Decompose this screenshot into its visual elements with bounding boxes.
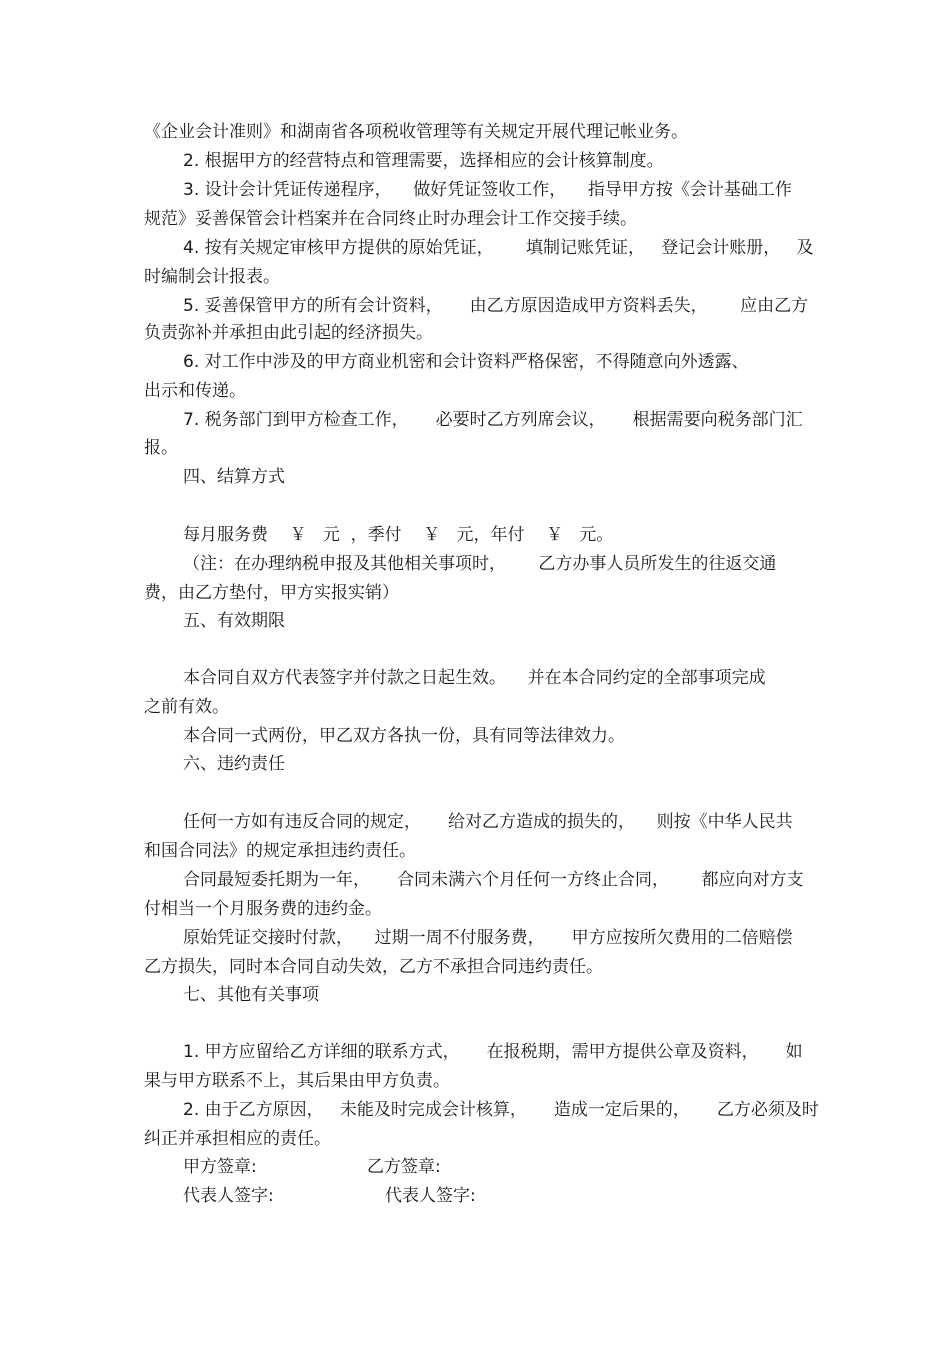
text-line: 和国合同法》的规定承担违约责任。 <box>144 841 416 861</box>
text-line: 之前有效。 <box>144 697 229 717</box>
text-line: 时编制会计报表。 <box>144 267 280 287</box>
section-heading: 五、有效期限 <box>183 611 285 631</box>
text-line: 本合同自双方代表签字并付款之日起生效。 并在本合同约定的全部事项完成 <box>183 668 766 688</box>
party-a-rep-label: 代表人签字: <box>183 1186 274 1206</box>
text-line: （注：在办理纳税申报及其他相关事项时， 乙方办事人员所发生的往返交通 <box>183 554 777 574</box>
section-heading: 四、结算方式 <box>183 467 285 487</box>
text-line: 报。 <box>144 438 178 458</box>
text-line: 付相当一个月服务费的违约金。 <box>144 899 382 919</box>
text-line: 出示和传递。 <box>144 381 246 401</box>
section-heading: 六、违约责任 <box>183 754 285 774</box>
section-heading: 七、其他有关事项 <box>183 985 319 1005</box>
text-line: 任何一方如有违反合同的规定， 给对乙方造成的损失的， 则按《中华人民共 <box>183 812 793 832</box>
text-line: 规范》妥善保管会计档案并在合同终止时办理会计工作交接手续。 <box>144 209 637 229</box>
text-line: 2. 根据甲方的经营特点和管理需要，选择相应的会计核算制度。 <box>183 151 664 171</box>
text-line: 4. 按有关规定审核甲方提供的原始凭证， 填制记账凭证， 登记会计账册， 及 <box>183 238 814 258</box>
party-b-seal-label: 乙方签章: <box>367 1157 441 1177</box>
text-line: 5. 妥善保管甲方的所有会计资料， 由乙方原因造成甲方资料丢失， 应由乙方 <box>183 296 809 316</box>
text-line: 1. 甲方应留给乙方详细的联系方式， 在报税期，需甲方提供公章及资料， 如 <box>183 1042 803 1062</box>
text-line: 每月服务费 ￥ 元 ，季付 ￥ 元，年付 ￥ 元。 <box>183 525 614 545</box>
text-line: 果与甲方联系不上，其后果由甲方负责。 <box>144 1071 450 1091</box>
text-line: 费，由乙方垫付，甲方实报实销） <box>144 583 399 603</box>
text-line: 2. 由于乙方原因， 未能及时完成会计核算， 造成一定后果的， 乙方必须及时 <box>183 1100 819 1120</box>
text-line: 6. 对工作中涉及的甲方商业机密和会计资料严格保密，不得随意向外透露、 <box>183 352 749 372</box>
text-line: 纠正并承担相应的责任。 <box>144 1129 331 1149</box>
text-line: 乙方损失，同时本合同自动失效，乙方不承担合同违约责任。 <box>144 957 603 977</box>
text-line: 7. 税务部门到甲方检查工作， 必要时乙方列席会议， 根据需要向税务部门汇 <box>183 410 803 430</box>
party-a-seal-label: 甲方签章: <box>183 1157 257 1177</box>
text-line: 《企业会计准则》和湖南省各项税收管理等有关规定开展代理记帐业务。 <box>144 122 688 142</box>
text-line: 原始凭证交接时付款， 过期一周不付服务费， 甲方应按所欠费用的二倍赔偿 <box>183 928 793 948</box>
text-line: 合同最短委托期为一年， 合同未满六个月任何一方终止合同， 都应向对方支 <box>183 870 804 890</box>
text-line: 3. 设计会计凭证传递程序， 做好凭证签收工作， 指导甲方按《会计基础工作 <box>183 180 792 200</box>
text-line: 本合同一式两份，甲乙双方各执一份，具有同等法律效力。 <box>183 726 625 746</box>
party-b-rep-label: 代表人签字: <box>385 1186 476 1206</box>
text-line: 负责弥补并承担由此引起的经济损失。 <box>144 323 433 343</box>
